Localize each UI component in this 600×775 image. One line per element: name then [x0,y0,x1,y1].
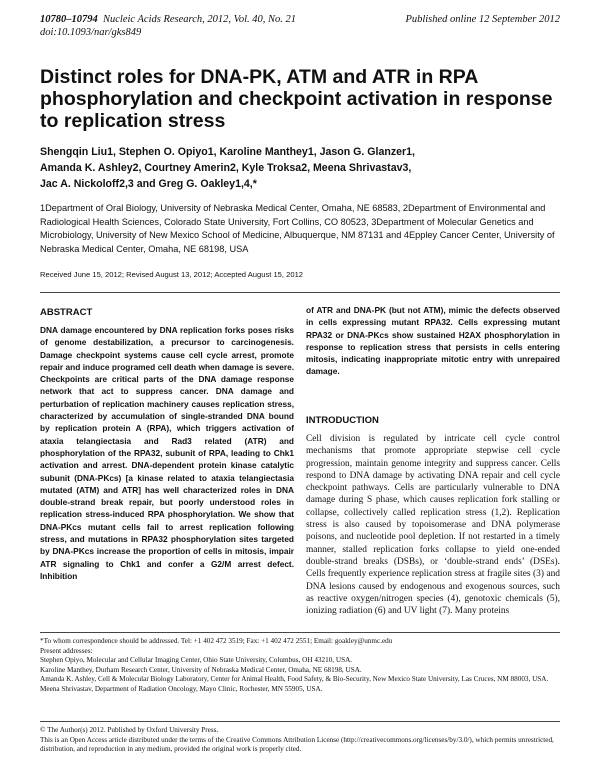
introduction-heading: INTRODUCTION [306,415,379,426]
author-line: Amanda K. Ashley2, Courtney Amerin2, Kyle Troksa2, Meena Shrivastav3, [40,162,412,174]
license-divider [40,721,560,722]
footnote-line: Stephen Opiyo, Molecular and Cellular Imaging Center, Ohio State University, Columbus, OH 43210, USA. [40,656,353,665]
citation-block [40,13,296,39]
author-list [40,144,560,192]
copyright-line: © The Author(s) 2012. Published by Oxford University Press. [40,726,219,734]
received-dates: Received June 15, 2012; Revised August 13, 2012; Accepted August 15, 2012 [40,270,304,279]
affiliations: 1Department of Oral Biology, University of Nebraska Medical Center, Omaha, NE 68583, 2Department of Environmental and Radiological Health Sciences, Colorado State University, Fort Collins, CO 80523, 3Department of Molecular Genetics and Microbiology, University of New Mexico School of Medicine, Albuquerque, NM 87131 and 4Eppley Cancer Center, University of Nebraska Medical Center, Omaha, NE 68198, USA [40,203,555,254]
doi: doi:10.1093/nar/gks849 [40,27,142,38]
abstract-text: DNA damage encountered by DNA replication forks poses risks of genome destabilization, a precursor to carcinogenesis. Damage checkpoint systems cause cell cycle arrest, promote repair and induce programed cell death when damage is severe. Checkpoints are critical parts of the DNA damage response network that act to suppress cancer. DNA damage and perturbation of replication machinery causes replication stress, characterized by accumulation of single-stranded DNA bound by replication protein A (RPA), which triggers activation of ataxia telangiectasia and Rad3 related (ATR) and phosphorylation of the RPA32, subunit of RPA, leading to Chk1 activation and arrest. DNA-dependent protein kinase catalytic subunit (DNA-PKcs) [a kinase related to ataxia telangiectasia mutated (ATM) and ATR] has well characterized roles in DNA double-strand break repair, but poorly understood roles in replication stress-induced RPA phosphorylation. We show that DNA-PKcs mutant cells fail to arrest replication following stress, and mutations in RPA32 phosphorylation sites targeted by DNA-PKcs increase the proportion of cells in mitosis, impair ATR signaling to Chk1 and confer a G2/M arrest defect. Inhibition [40,325,294,581]
footnote-line: Meena Shrivastav, Department of Radiation Oncology, Mayo Clinic, Rochester, MN 55905, USA. [40,684,323,693]
footnote-divider [40,632,560,633]
published-date: Published online 12 September 2012 [405,14,560,25]
abstract-heading: ABSTRACT [40,307,93,318]
footnotes [40,637,560,695]
footnote-line: Karoline Manthey, Durham Research Center, University of Nebraska Medical Center, Omaha, NE 68198, USA. [40,665,362,674]
page-range: 10780–10794 [40,14,98,25]
author-line: Shengqin Liu1, Stephen O. Opiyo1, Karoline Manthey1, Jason G. Glanzer1, [40,146,415,158]
footnote-line: Amanda K. Ashley, Cell & Molecular Biology Laboratory, Center for Animal Health, Food Safety, & Bio-Security, New Mexico State University, Las Cruces, NM 88003, USA. [40,675,549,684]
license-block [40,726,560,755]
introduction-text: Cell division is regulated by intricate cell cycle control mechanisms that promote appropriate stepwise cell cycle progression, maintain genome integrity and suppress cancer. Cells respond to DNA damage by activating DNA repair and cell cycle checkpoint pathways. Cells are particularly vulnerable to DNA damage during S phase, which causes replication fork stalling or collapse, collectively called replication stress (1,2). Replication stress is also caused by topoisomerase and DNA polymerase poisons, and nucleotide pool depletion. If not restarted in a timely manner, stalled replication forks collapse to yield one-ended double-strand breaks (DSBs), or ‘double-strand ends’ (DSEs). Cells frequently experience replication stress at fragile sites (3) and DNA lesions caused by endogenous and exogenous sources, such as reactive oxygen/nitrogen species (4), genotoxic chemicals (5), ionizing radiation (6) and UV light (7). Many proteins [306,434,560,617]
present-addresses-label: Present addresses: [40,646,93,655]
correspondence-note: *To whom correspondence should be addressed. Tel: +1 402 472 3519; Fax: +1 402 472 2551; Email: goakley@unmc.edu [40,637,393,645]
article-title: Distinct roles for DNA-PK, ATM and ATR in RPA phosphorylation and checkpoint activation in response to replication stress [40,66,553,132]
journal-citation: Nucleic Acids Research, 2012, Vol. 40, No. 21 [103,14,297,25]
license-text: This is an Open Access article distributed under the terms of the Creative Commons Attribution License (http://creativecommons.org/licenses/by/3.0/), which permits unrestricted, distribution, and reproduction in any medium, provided the original work is properly cited. [40,735,554,754]
author-line: Jac A. Nickoloff2,3 and Greg G. Oakley1,4,* [40,178,257,190]
header-divider [40,292,560,293]
abstract-text-continued: of ATR and DNA-PK (but not ATM), mimic the defects observed in cells expressing mutant RPA32. Cells expressing mutant RPA32 or DNA-PKcs show sustained H2AX phosphorylation in response to replication stress that persists in cells entering mitosis, indicating inappropriate mitotic entry with unrepaired damage. [306,305,560,377]
